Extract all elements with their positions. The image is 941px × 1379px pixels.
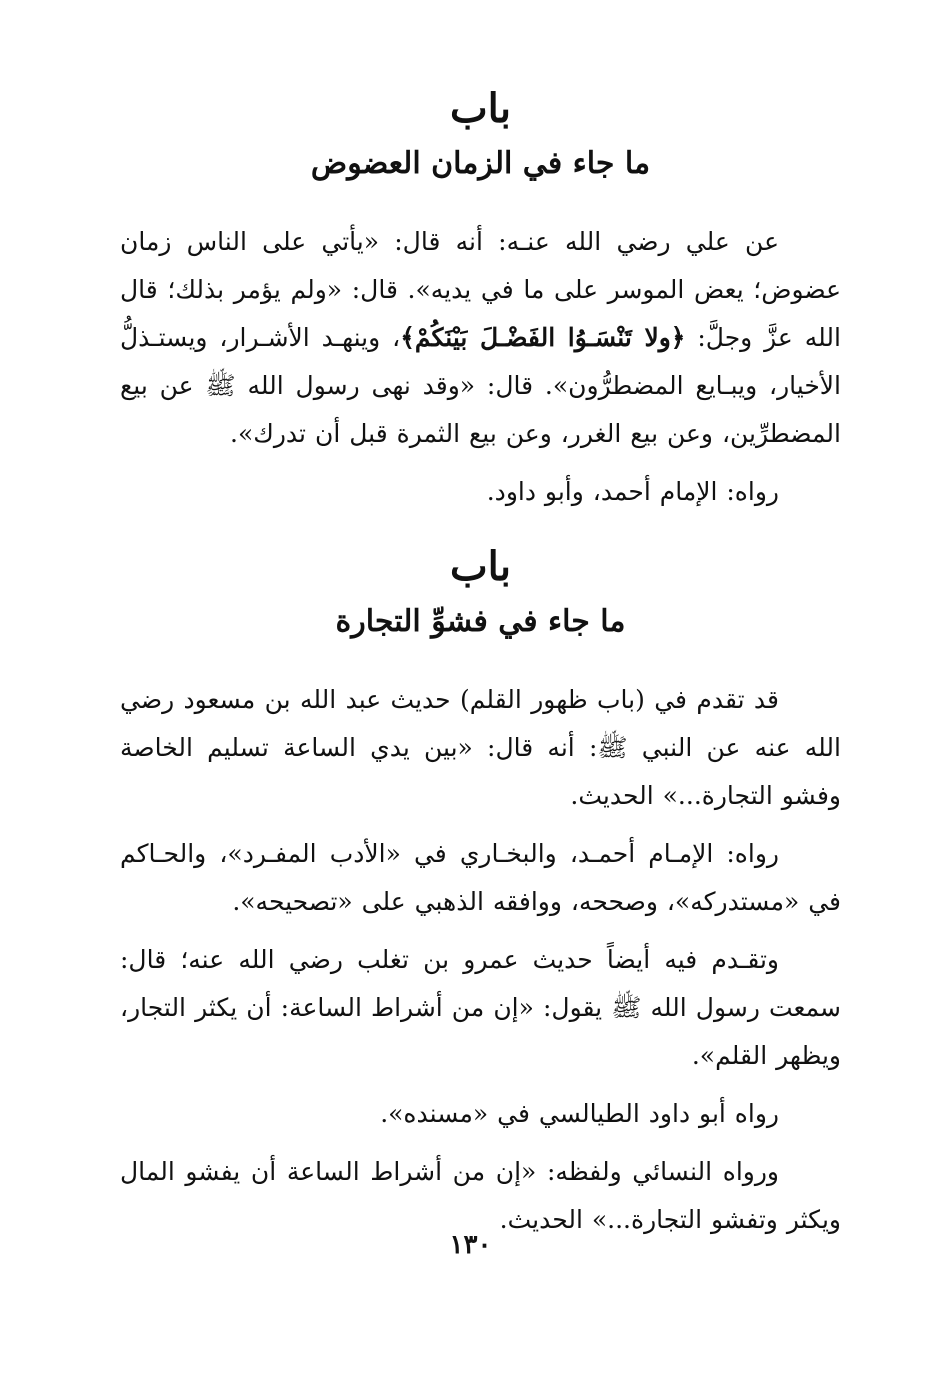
hadith-text-part: ، وينهـد الأشـرار، ويستـذلُّ الأخيار، ويبـايع المضطرُّون». قال: «وقد نهى رسول الله ﷺ عن بيع المضطرِّين، وعن بيع الغرر، وعن بيع الثمرة قبل أن تدرك».: [120, 323, 841, 448]
page-number: ١٣٠: [449, 1230, 492, 1260]
quran-verse: ﴿ولا تَنْسَـوُا الفَضْـلَ بَيْنَكُمْ﴾: [400, 323, 686, 352]
hadith-paragraph: ورواه النسائي ولفظه: «إن من أشراط الساعة أن يفشو المال ويكثر وتفشو التجارة...» الحديث.: [120, 1157, 841, 1234]
hadith-paragraph: وتقـدم فيه أيضاً حديث عمرو بن تغلب رضي الله عنه؛ قال: سمعت رسول الله ﷺ يقول: «إن من أشراط الساعة: أن يكثر التجار، ويظهر القلم».: [120, 945, 841, 1070]
narration-source: رواه أبو داود الطيالسي في «مسنده».: [380, 1099, 779, 1128]
chapter-title: ما جاء في الزمان العضوض: [310, 146, 651, 181]
narration-source: رواه: الإمـام أحمـد، والبخـاري في «الأدب المفـرد»، والحـاكم في «مستدركه»، وصححه، ووافقه الذهبي على «تصحيحه».: [120, 839, 841, 916]
chapter-title: ما جاء في فشوِّ التجارة: [335, 604, 626, 639]
chapter-label: باب: [450, 543, 511, 590]
narration-source: رواه: الإمام أحمد، وأبو داود.: [486, 477, 779, 506]
section-fushu-tijara: [120, 542, 841, 1244]
section-zaman-adud: [120, 84, 841, 516]
hadith-text-part: عن علي رضي الله عنـه: أنه قال: «يأتي على الناس زمان عضوض؛ يعض الموسر على ما في يديه». قال: «ولم يؤمر بذلك؛ قال الله عزَّ وجلَّ:: [120, 227, 841, 352]
hadith-paragraph: قد تقدم في (باب ظهور القلم) حديث عبد الله بن مسعود رضي الله عنه عن النبي ﷺ: أنه قال: «بين يدي الساعة تسليم الخاصة وفشو التجارة...» الحديث.: [120, 685, 841, 810]
hadith-paragraph: [120, 218, 841, 458]
chapter-label: باب: [450, 85, 511, 132]
